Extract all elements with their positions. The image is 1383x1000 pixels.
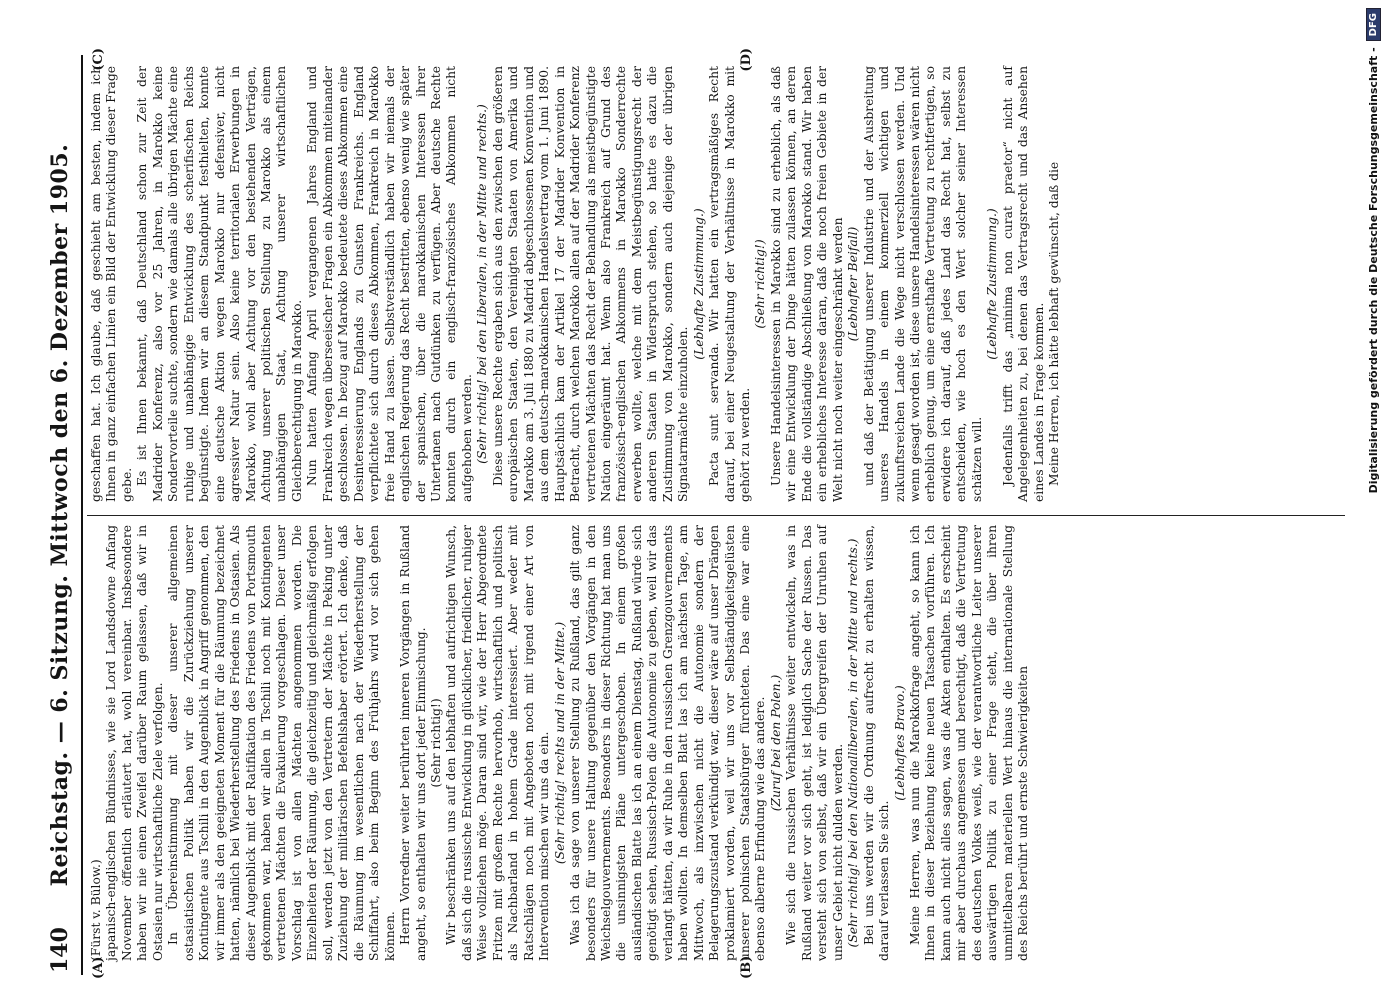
interjection: (Sehr richtig! bei den Liberalen, in der Mitte und rechts.) xyxy=(475,104,490,464)
paragraph: Was ich da sage von unserer Stellung zu Rußland, das gilt ganz besonders für unsere Haltung gegenüber den Vorgängen in den Weichselgouvernements. Besonders in dieser Richtung hat man uns die unsinnigsten Pläne untergeschoben. In einem großen ausländischen Blatte las ich an einem Dienstag, Rußland würde sich genötigt sehen, Russisch-Polen die Autonomie zu geben, weil wir das verlangt hätten, da wir Ruhe in den russischen Grenzgouvernements haben wollten. In demselben Blatt las ich am nächsten Tage, am Mittwoch, als inzwischen nicht die Autonomie sondern der Belagerungszustand verkündigt war, dieser wäre auf unser Drängen proklamiert worden, weil wir uns vor Selbständigkeitsgelüsten unserer polnischen Staatsbürger fürchteten. Das eine war eine ebenso alberne Erfindung wie das andere. xyxy=(568,525,768,961)
left-column xyxy=(89,525,1032,979)
rotated-page xyxy=(45,48,1345,979)
page-title: Reichstag. — 6. Sitzung. Mittwoch den 6. Dezember 1905. xyxy=(47,143,73,887)
paragraph: Pacta sunt servanda. Wir hatten ein vertragsmäßiges Recht darauf, bei einer Neugestaltung der Verhältnisse in Marokko mit gehört zu werden. xyxy=(707,66,753,502)
paragraph: (Fürst v. Bülow.) xyxy=(89,859,103,961)
page-header xyxy=(45,55,79,975)
interjection: (Lebhafter Beifall) xyxy=(846,226,861,342)
credit-text: Digitalisierung gefördert durch die Deutsche Forschungsgemeinschaft - xyxy=(1366,47,1380,494)
margin-mark-c: (C) xyxy=(91,48,106,71)
dfg-logo: DFG xyxy=(1366,8,1381,41)
paragraph: Herrn Vorredner weiter berührten inneren Vorgängen in Rußland angeht, so enthalten wir uns dort jeder Einmischung. xyxy=(398,525,428,961)
interjection: (Sehr richtig!) xyxy=(753,239,768,329)
interjection: (Sehr richtig! bei den Nationalliberalen, in der Mitte und rechts.) xyxy=(846,538,861,948)
paragraph: In Übereinstimmung mit dieser unserer allgemeinen ostasiatischen Politik haben wir die Zurückziehung unserer Kontingente aus Tschili in den Augenblick in Angriff genommen, den wir immer als den geeigneten Moment für die Räumung bezeichnet hatten, nämlich bei Wiederherstellung des Friedens in Ostasien. Als dieser Augenblick mit der Ratifikation des Friedens von Portsmouth gekommen war, haben wir allen in Tschili noch mit Kontingenten vertretenen Mächten die Evakuierung vorgeschlagen. Dieser unser Vorschlag ist von allen Mächten angenommen worden. Die Einzelheiten der Räumung, die gleichzeitig und gleichmäßig erfolgen soll, werden jetzt von den Vertretern der Mächte in Peking unter Zuziehung der militärischen Befehlshaber erörtert. Ich denke, daß die Räumung im wesentlichen nach der Wiederherstellung der Schiffahrt, also beim Beginn des Frühjahrs wird vor sich gehen können. xyxy=(166,525,397,961)
paragraph: Bei uns werden wir die Ordnung aufrecht zu erhalten wissen, darauf verlassen Sie sich. xyxy=(861,525,892,961)
paragraph: Unsere Handelsinteressen in Marokko sind zu erheblich, als daß wir eine Entwicklung der Dinge hätten zulassen können, an deren Ende die vollständige Abschließung von Marokko stand. Wir haben ein erhebliches Interesse daran, daß die noch freien Gebiete in der Welt nicht noch weiter eingeschränkt werden xyxy=(768,66,845,502)
paragraph: Jedenfalls trifft das „minima non curat praetor“ nicht auf Angelegenheiten zu, bei denen das Vertragsrecht und das Ansehen eines Landes in Frage kommen. xyxy=(1000,66,1046,502)
interjection: (Lebhafte Zustimmung.) xyxy=(985,208,1000,360)
paragraph: Meine Herren, ich hätte lebhaft gewünscht, daß die xyxy=(1047,161,1062,486)
header-rule xyxy=(81,55,83,975)
margin-mark-a: (A) xyxy=(91,956,106,979)
column-divider xyxy=(87,515,1345,516)
interjection: (Lebhafte Zustimmung.) xyxy=(691,208,706,360)
margin-mark-d: (D) xyxy=(739,48,754,72)
paragraph: Wir beschränken uns auf den lebhaften und aufrichtigen Wunsch, daß sich die russische Entwicklung in glücklicher, friedlicher, ruhiger Weise vollziehen möge. Daran sind wir, wie der Herr Abgeordnete Fritzen mit großem Rechte hervorhob, wirtschaftlich und politisch als Nachbarland in hohem Grade interessiert. Aber weder mit Ratschlägen noch mit Angeboten noch mit irgend einer Art von Intervention mischen wir uns da ein. xyxy=(444,525,552,961)
margin-mark-b: (B) xyxy=(739,955,754,979)
page-number: 140 xyxy=(47,927,73,973)
paragraph: Nun hatten Anfang April vergangenen Jahres England und Frankreich wegen überseeischer Fragen ein Abkommen miteinander geschlossen. In bezug auf Marokko bedeutete dieses Abkommen eine Desinteressierung Englands zu Gunsten Frankreichs. England verpflichtete sich durch dieses Abkommen, Frankreich in Marokko freie Hand zu lassen. Selbstverständlich haben wir niemals der englischen Regierung das Recht bestritten, ebenso wenig wie später der spanischen, über die marokkanischen Interessen ihrer Untertanen nach Gutdünken zu verfügen. Aber deutsche Rechte konnten durch ein englisch-französisches Abkommen nicht aufgehoben werden. xyxy=(305,66,474,502)
interjection: (Zuruf bei den Polen.) xyxy=(768,674,783,812)
interjection: (Lebhaftes Bravo.) xyxy=(892,685,907,801)
paragraph: und daß der Betätigung unserer Industrie und der Ausbreitung unseres Handels in einem kommerziell wichtigen und zukunftsreichen Lande die Wege nicht verschlossen werden. Und wenn gesagt worden ist, diese unsere Handelsinteressen wären nicht erheblich genug, um eine ernsthafte Vertretung zu rechtfertigen, so erwidere ich darauf, daß jedes Land das Recht hat, selbst zu entscheiden, wie hoch es den Wert solcher seiner Interessen schätzen will. xyxy=(861,66,984,502)
paragraph: Es ist Ihnen bekannt, daß Deutschland schon zur Zeit der Madrider Konferenz, also vor 25 Jahren, in Marokko keine Sondervorteile suchte, sondern wie damals alle übrigen Mächte eine ruhige und unabhängige Entwicklung des scherifischen Reichs begünstigte. Indem wir an diesem Standpunkt festhielten, konnte eine deutsche Aktion wegen Marokko nur defensiver, nicht agressiver Natur sein. Also keine territorialen Erwerbungen in Marokko, wohl aber Achtung vor den bestehenden Verträgen, Achtung unserer politischen Stellung zu Marokko als einem unabhängigen Staat, Achtung unserer wirtschaftlichen Gleichberechtigung in Marokko. xyxy=(135,66,304,502)
paragraph: Meine Herren, was nun die Marokkofrage angeht, so kann ich Ihnen in dieser Beziehung keine neuen Tatsachen vorführen. Ich kann auch nicht alles sagen, was die Akten enthalten. Es erscheint mir aber durchaus angemessen und berechtigt, daß die Vertretung des deutschen Volkes weiß, wie der verantwortliche Leiter unserer auswärtigen Politik zu einer Frage steht, die über ihren unmittelbaren materiellen Wert hinaus die internationale Stellung des Reichs berührt und ernste Schwierigkeiten xyxy=(908,525,1031,961)
paragraph: japanisch-englischen Bündnisses, wie sie Lord Landsdowne Anfang November öffentlich erläutert hat, wohl vereinbar. Insbesondere haben wir nie einen Zweifel darüber Raum gelassen, daß wir in Ostasien nur wirtschaftliche Ziele verfolgen. xyxy=(104,525,165,961)
digitization-credit xyxy=(1363,8,1383,990)
paragraph: Wie sich die russischen Verhältnisse weiter entwickeln, was in Rußland weiter vor sich geht, ist lediglich Sache der Russen. Das versteht sich von selbst, daß wir ein Übergreifen der Unruhen auf unser Gebiet nicht dulden werden. xyxy=(784,525,845,961)
interjection: (Sehr richtig! rechts und in der Mitte.) xyxy=(552,621,567,865)
paragraph: geschaffen hat. Ich glaube, daß geschieht am besten, indem ich Ihnen in ganz einfachen Linien ein Bild der Entwicklung dieser Frage gebe. xyxy=(89,66,134,502)
interjection: (Sehr richtig!) xyxy=(428,698,443,788)
right-column xyxy=(89,48,1063,502)
paragraph: Diese unsere Rechte ergaben sich aus den zwischen den größeren europäischen Staaten, den Vereinigten Staaten von Amerika und Marokko am 3. Juli 1880 zu Madrid abgeschlossenen Konvention und aus dem deutsch-marokkanischen Handelsvertrag vom 1. Juni 1890. Hauptsächlich kam der Artikel 17 der Madrider Konvention in Betracht, durch welchen Marokko allen auf der Madrider Konferenz vertretenen Mächten das Recht der Behandlung als meistbegünstigte Nation eingeräumt hat. Wenn also Frankreich auf Grund des französisch-englischen Abkommens in Marokko Sonderrechte erwerben wollte, welche mit dem Meistbegünstigungsrecht der anderen Staaten in Widerspruch stehen, so hatte es dazu die Zustimmung von Marokko, sondern auch diejenige der übrigen Signatarmächte einzuholen. xyxy=(490,66,691,502)
